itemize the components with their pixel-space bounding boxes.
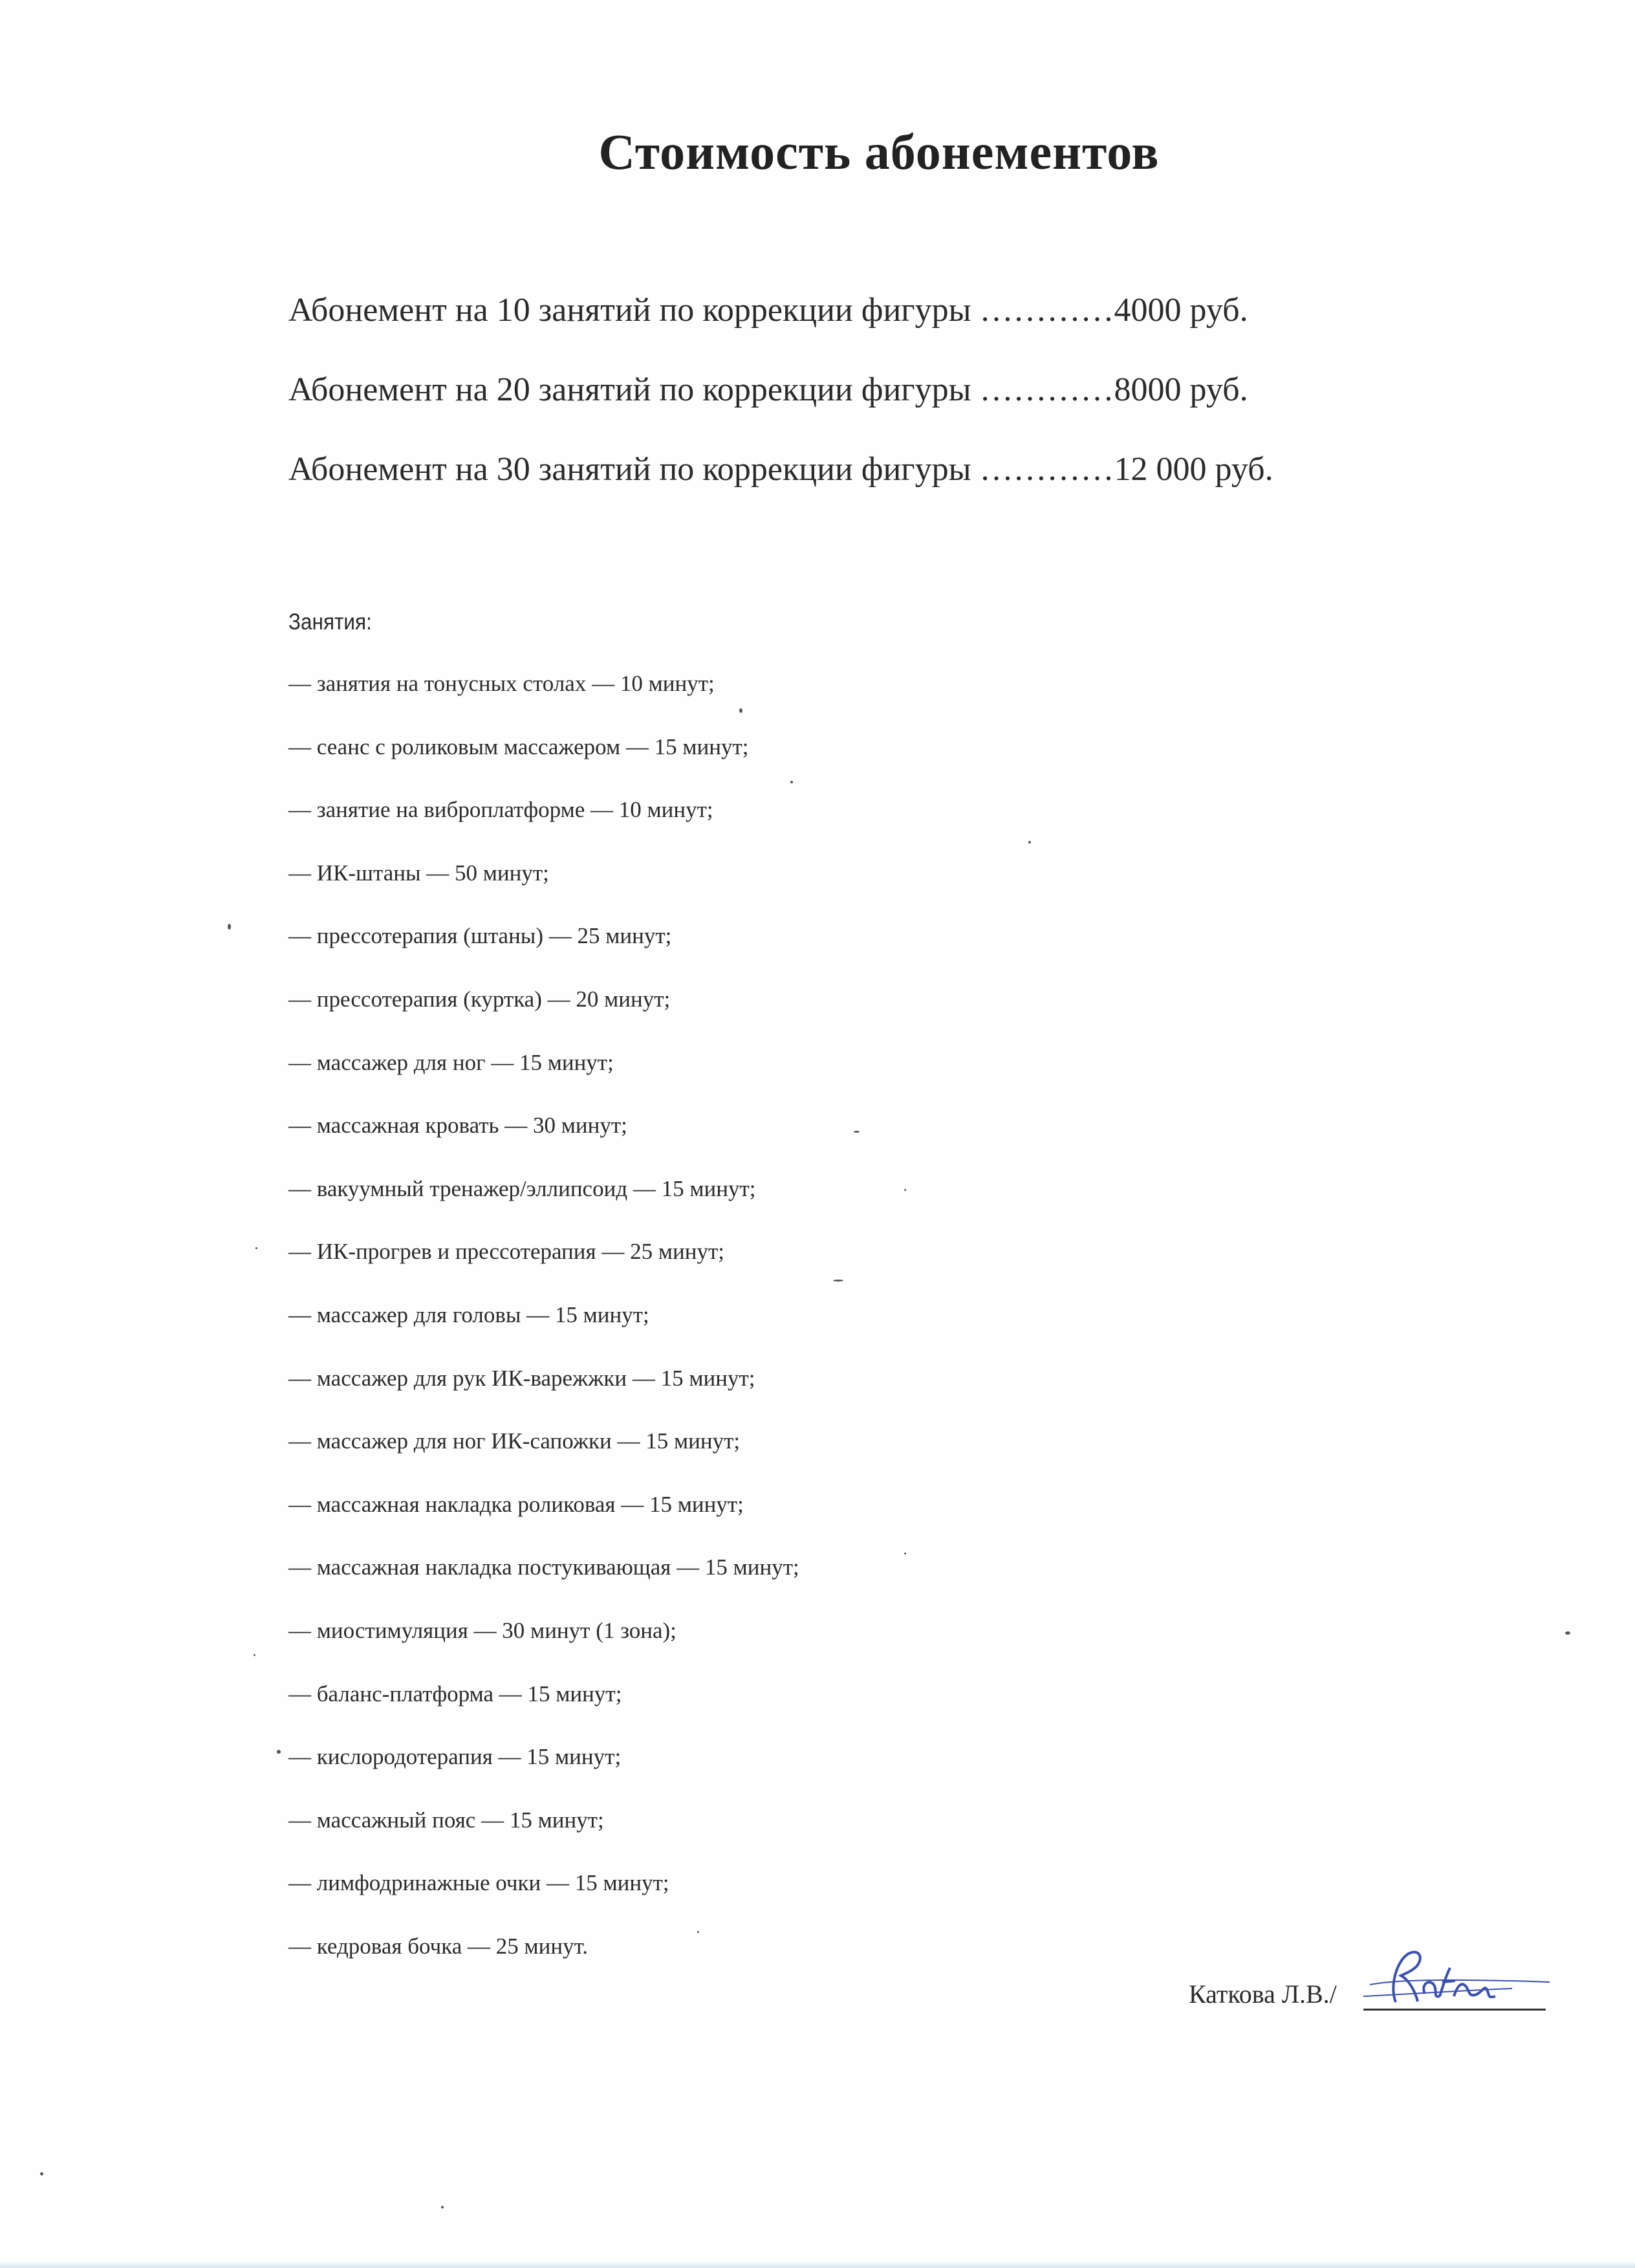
lesson-item: — прессотерапия (куртка) — 20 минут; [288,986,671,1012]
signatory-name: Каткова Л.В./ [1189,1979,1337,2009]
scan-speck [228,924,231,930]
lesson-item: — занятия на тонусных столах — 10 минут; [288,671,715,696]
lesson-item: — массажный пояс — 15 минут; [288,1807,604,1833]
scan-speck [1565,1631,1570,1635]
subscription-item: Абонемент на 20 занятий по коррекции фигуры …………8000 руб. [288,371,1248,408]
scan-speck [441,2206,444,2208]
lesson-item: — лимфодринажные очки — 15 минут; [288,1870,669,1896]
scan-speck [854,1131,860,1133]
handwritten-signature-icon [1292,1934,1551,2018]
subscription-price-list [288,291,1273,530]
scan-speck [277,1750,281,1754]
lesson-item: — баланс-платформа — 15 минут; [288,1681,622,1706]
scan-speck [254,1654,255,1656]
scan-speck [739,708,742,713]
scan-speck [1028,841,1031,844]
scan-speck [904,1189,906,1191]
scan-speck [40,2172,43,2175]
lesson-item: — кислородотерапия — 15 минут; [288,1744,622,1770]
lesson-item: — массажная накладка роликовая — 15 минут; [288,1491,744,1517]
lesson-item: — кедровая бочка — 25 минут. [288,1933,588,1959]
subscription-item: Абонемент на 10 занятий по коррекции фигуры …………4000 руб. [288,292,1248,329]
lessons-list [288,670,799,1995]
lesson-item: — ИК-прогрев и прессотерапия — 25 минут; [288,1239,724,1265]
scan-speck [904,1553,906,1554]
lesson-item: — вакуумный тренажер/эллипсоид — 15 минут; [288,1175,756,1201]
lesson-item: — массажер для рук ИК-варежжки — 15 минут; [288,1365,755,1391]
scan-edge [0,2260,1635,2268]
lesson-item: — миостимуляция — 30 минут (1 зона); [288,1617,677,1643]
scan-speck [255,1247,257,1249]
lesson-item: — прессотерапия (штаны) — 25 минут; [288,923,672,949]
scan-speck [833,1280,843,1281]
lesson-item: — ИК-штаны — 50 минут; [288,860,549,886]
lesson-item: — массажер для ног — 15 минут; [288,1049,614,1075]
subscription-item: Абонемент на 30 занятий по коррекции фигуры …………12 000 руб. [288,451,1273,488]
scan-speck [790,781,793,783]
scan-speck [697,1931,699,1933]
lesson-item: — занятие на виброплатформе — 10 минут; [288,797,713,823]
lessons-heading: Занятия: [288,609,372,635]
lesson-item: — массажная кровать — 30 минут; [288,1113,627,1139]
lesson-item: — сеанс с роликовым массажером — 15 минут; [288,734,749,759]
signature-block [1189,1934,1551,2025]
lesson-item: — массажер для ног ИК-сапожки — 15 минут; [288,1428,741,1454]
page-title: Стоимость абонементов [598,124,1160,180]
lesson-item: — массажер для головы — 15 минут; [288,1302,649,1327]
lesson-item: — массажная накладка постукивающая — 15 минут; [288,1554,799,1580]
